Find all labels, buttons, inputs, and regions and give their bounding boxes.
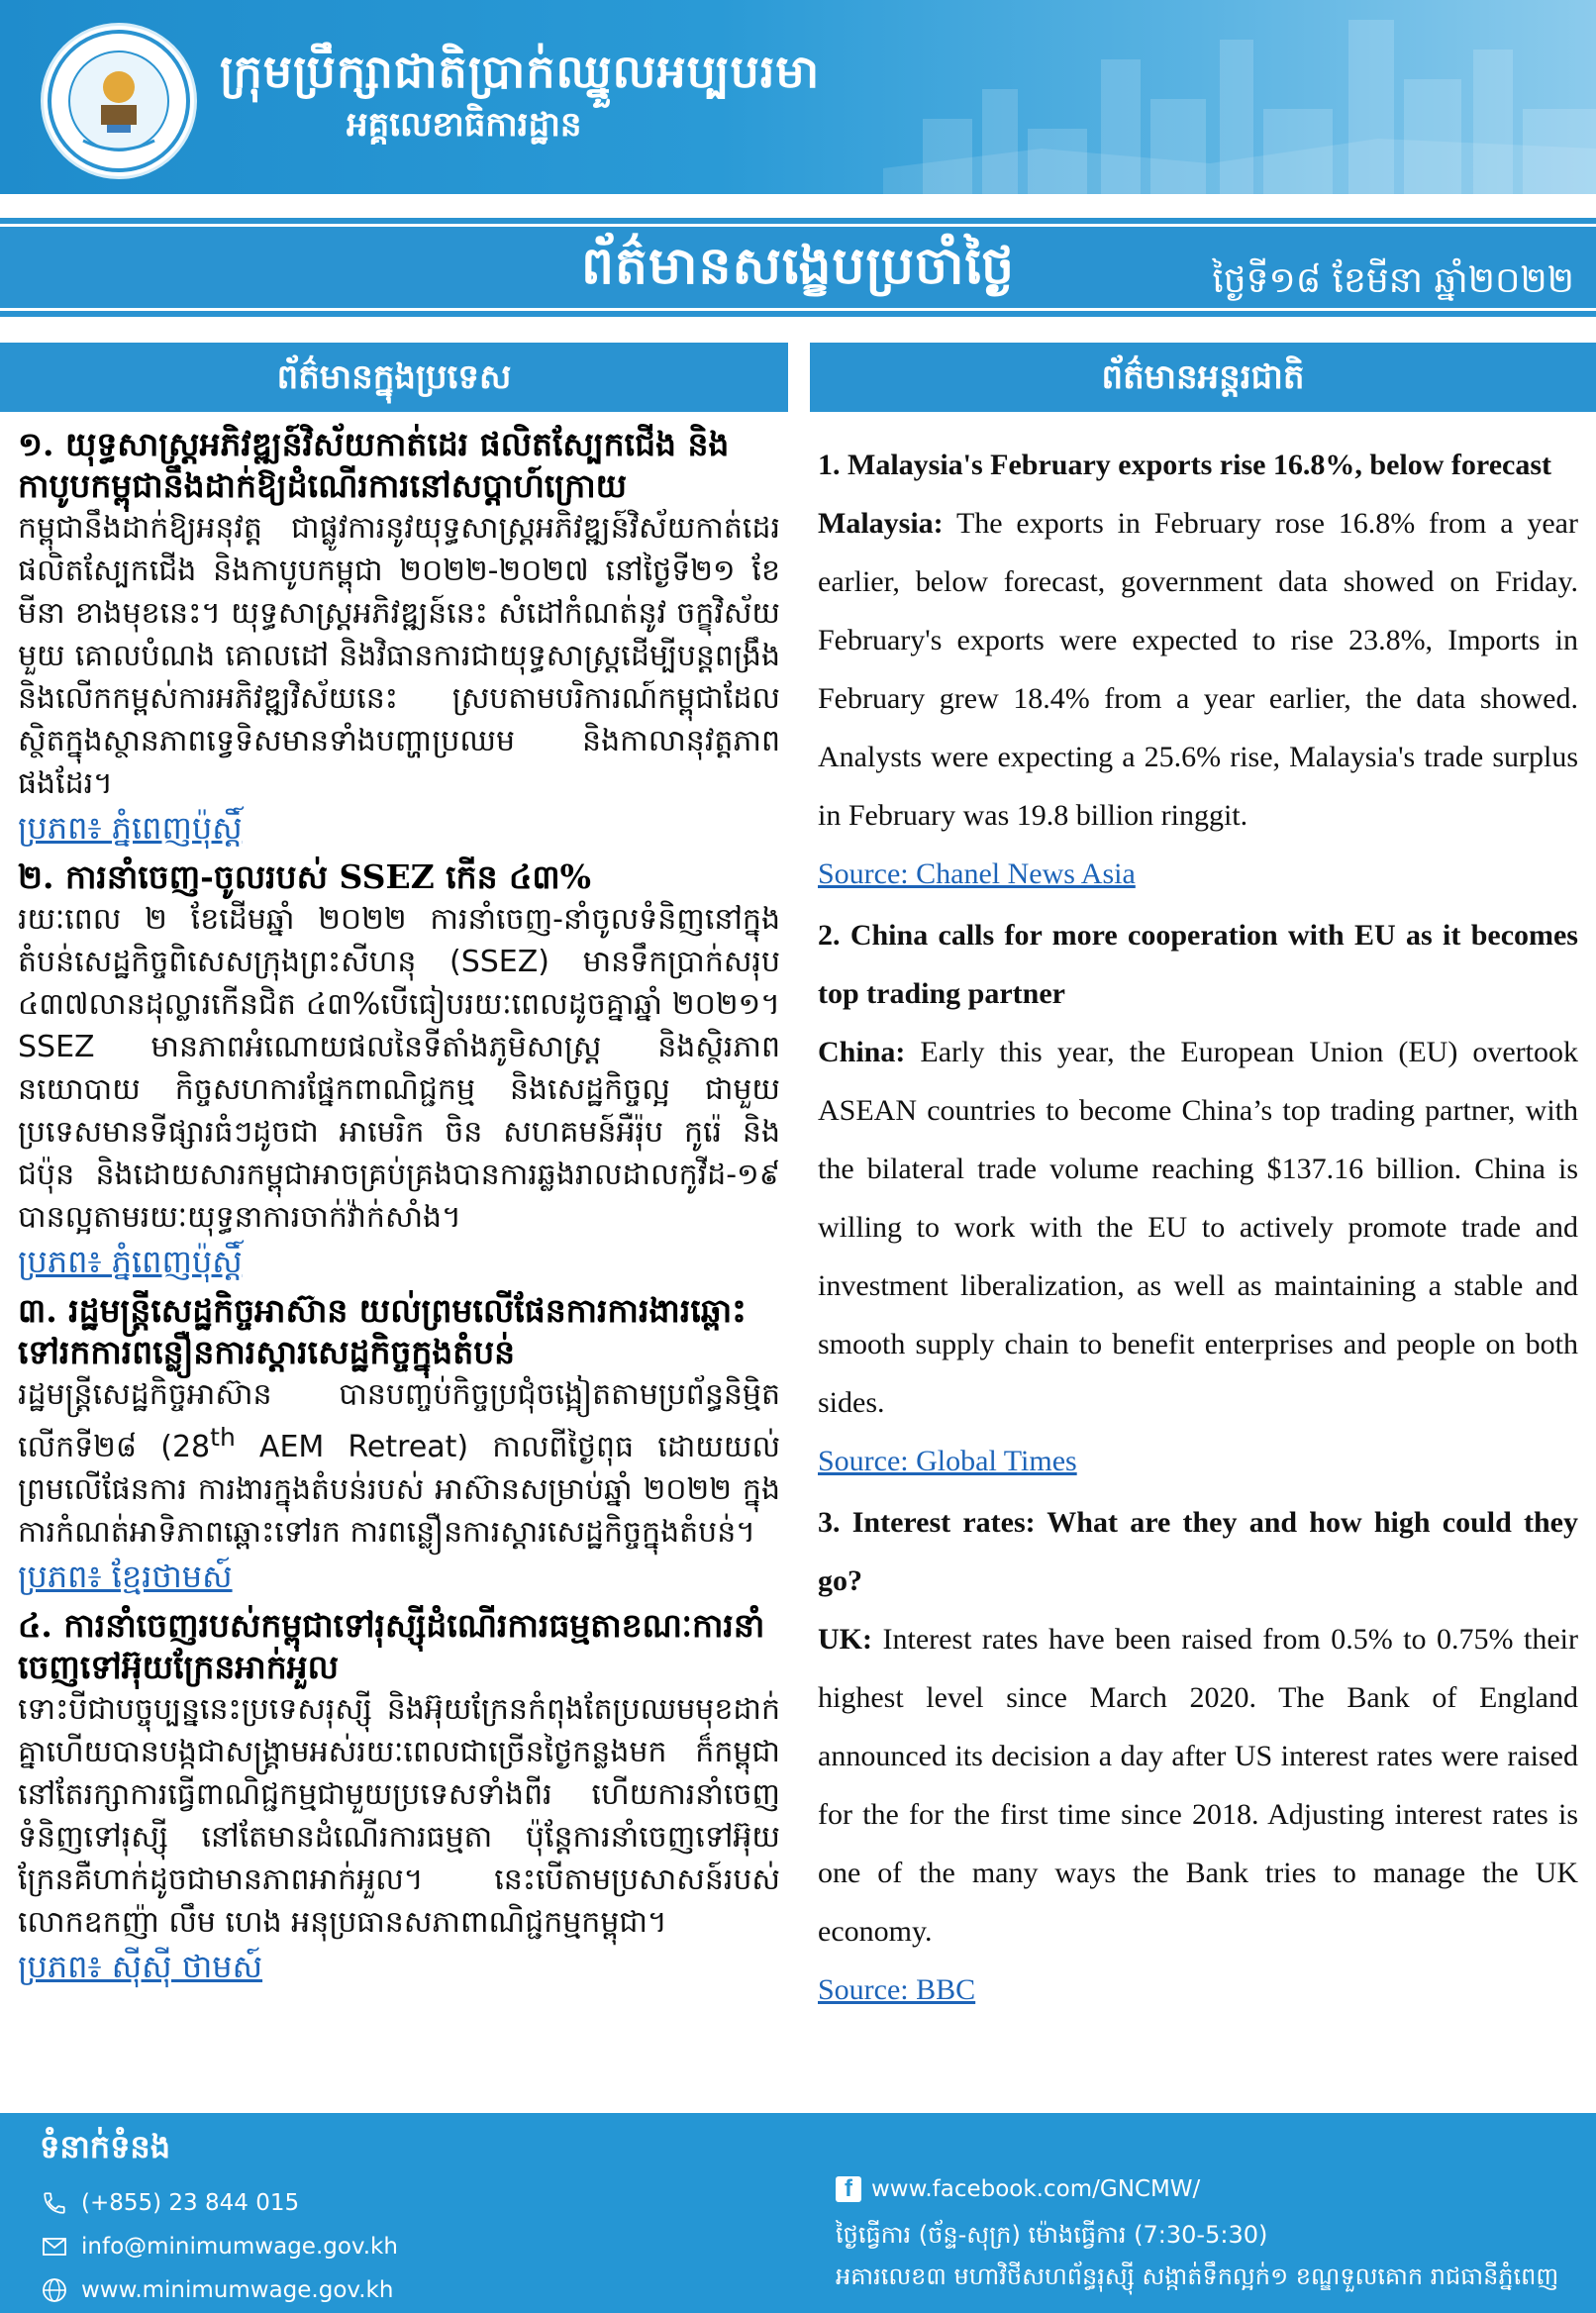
article-text: Interest rates have been raised from 0.5% to 0.75% their highest level since March 2020. The Bank of England announced its decision a day after US interest rates were raised for the for the first time since 2018. Adjusting interest rates is one of the many ways the Bank tries to manage the UK economy. (818, 1623, 1578, 1948)
article-title: 1. Malaysia's February exports rise 16.8%, below forecast (818, 449, 1551, 481)
website-url: www.minimumwage.gov.kh (81, 2277, 394, 2303)
banner-top-line (0, 224, 1596, 227)
office-address: អគារលេខ៣ មហាវិថីសហព័ន្ធរុស្ស៊ី សង្កាត់ទឹកល្អក់១ ខណ្ឌទួលគោក រាជធានីភ្នំពេញ (836, 2263, 1559, 2290)
international-news-heading: ព័ត៌មានអន្តរជាតិ (810, 343, 1596, 412)
article-country-lead: Malaysia: (818, 507, 944, 540)
email-row[interactable] (40, 2232, 398, 2262)
article-body (18, 1373, 780, 1554)
domestic-article (18, 1605, 780, 1989)
article-country-lead: China: (818, 1036, 906, 1068)
ministry-logo (44, 26, 194, 176)
phone-row[interactable] (40, 2188, 299, 2218)
globe-icon (40, 2275, 69, 2305)
article-body: ទោះបីជាបច្ចុប្បន្ននេះប្រទេសរុស្ស៊ី និងអ៊ុយក្រែនកំពុងតែប្រឈមមុខដាក់គ្នាហើយបានបង្កជាសង្គ្រាមអស់រយៈពេលជាច្រើនថ្ងៃកន្លងមក ក៏កម្ពុជានៅតែរក្សាការធ្វើពាណិជ្ជកម្មជាមួយប្រទេសទាំងពីរ ហើយការនាំចេញទំនិញទៅរុស្ស៊ី នៅតែមានដំណើរការធម្មតា ប៉ុន្តែការនាំចេញទៅអ៊ុយក្រែនគឺហាក់ដូចជាមានភាពអាក់អួល។ នេះបើតាមប្រសាសន៍របស់លោកឧកញ៉ា លឹម ហេង អនុប្រធានសភាពាណិជ្ជកម្មកម្ពុជា។ (18, 1692, 780, 1940)
article-title: 3. Interest rates: What are they and how high could they go? (818, 1506, 1578, 1597)
article-source-link[interactable]: ប្រភព៖ ខ្មែរថាមស៍ (18, 1558, 233, 1595)
domestic-article (18, 856, 780, 1284)
article-country-lead: UK: (818, 1623, 872, 1656)
article-source-link[interactable]: ប្រភព៖ ស៊ីស៊ី ថាមស៍ (18, 1948, 263, 1985)
article-title: ៣. រដ្ឋមន្ត្រីសេដ្ឋកិច្ចអាស៊ាន យល់ព្រមលើផែនការការងារឆ្ពោះទៅរកការពន្លឿនការស្តារសេដ្ឋកិច្ចក្នុងតំបន់ (18, 1291, 747, 1371)
article-source-link[interactable]: Source: Global Times (818, 1445, 1077, 1477)
organization-title: ក្រុមប្រឹក្សាជាតិប្រាក់ឈ្នួលអប្បបរមា (220, 45, 821, 98)
city-skyline-graphic (883, 0, 1596, 194)
domestic-article (18, 1290, 780, 1599)
article-title: ១. យុទ្ធសាស្ត្រអភិវឌ្ឍន៍វិស័យកាត់ដេរ ផលិតស្បែកជើង និងកាបូបកម្ពុជានឹងដាក់ឱ្យដំណើរការនៅសប្តាហ៍ក្រោយ (18, 425, 730, 505)
facebook-url: www.facebook.com/GNCMW/ (871, 2176, 1201, 2202)
header-banner (0, 0, 1596, 194)
domestic-article (18, 424, 780, 851)
article-body (818, 1610, 1578, 1961)
footer-contact-bar (0, 2113, 1596, 2313)
article-text: The exports in February rose 16.8% from a year earlier, below forecast, government data showed on Friday. February's exports were expected to rise 23.8%, Imports in February grew 18.4% from a year earlier, the data showed. Analysts were expecting a 25.6% rise, Malaysia's trade surplus in February was 19.8 billion ringgit. (818, 507, 1578, 832)
working-hours: ថ្ងៃធ្វើការ (ច័ន្ទ-សុក្រ) ម៉ោងធ្វើការ (7:30-5:30) (836, 2221, 1268, 2249)
article-text: Early this year, the European Union (EU) overtook ASEAN countries to become China’s top trading partner, with the bilateral trade volume reaching $137.16 billion. China is willing to work with the EU to actively promote trade and investment liberalization, as well as maintaining a stable and smooth supply chain to benefit enterprises and people on both sides. (818, 1036, 1578, 1419)
article-title: ៤. ការនាំចេញរបស់កម្ពុជាទៅរុស្ស៊ីដំណើរការធម្មតាខណៈការនាំចេញទៅអ៊ុយក្រែនអាក់អួល (18, 1606, 765, 1686)
website-row[interactable] (40, 2275, 393, 2305)
article-title: 2. China calls for more cooperation with EU as it becomes top trading partner (818, 919, 1578, 1010)
phone-number: (+855) 23 844 015 (81, 2190, 300, 2216)
international-news-column (818, 436, 1578, 2022)
article-body-end: AEM Retreat) កាលពីថ្ងៃពុធ ដោយយល់ព្រមលើផែនការ ការងារក្នុងតំបន់របស់ អាស៊ានសម្រាប់ឆ្នាំ ២០២២ ក្នុងការកំណត់អាទិភាពឆ្ពោះទៅរក ការពន្លឿនការស្តារសេដ្ឋកិច្ចក្នុងតំបន់។ (18, 1430, 781, 1550)
domestic-news-heading: ព័ត៌មានក្នុងប្រទេស (0, 343, 788, 412)
header-separator (0, 194, 1596, 218)
article-source-link[interactable]: ប្រភព៖ ភ្នំពេញប៉ុស្តិ៍ (18, 1243, 243, 1280)
article-source-link[interactable]: Source: Chanel News Asia (818, 857, 1136, 890)
international-article (818, 906, 1578, 1491)
email-icon (40, 2232, 69, 2262)
facebook-icon: f (836, 2176, 861, 2202)
international-article (818, 1493, 1578, 2020)
ordinal-suffix: th (210, 1423, 236, 1452)
domestic-news-column (18, 424, 780, 1995)
article-source-link[interactable]: Source: BBC (818, 1973, 976, 2006)
facebook-row[interactable] (836, 2176, 1200, 2202)
article-body: កម្ពុជានឹងដាក់ឱ្យអនុវត្ត ជាផ្លូវការនូវយុទ្ធសាស្ត្រអភិវឌ្ឍន៍វិស័យកាត់ដេរ ផលិតស្បែកជើង និងកាបូបកម្ពុជា ២០២២-២០២៧ នៅថ្ងៃទី២១ ខែមីនា ខាងមុខនេះ។ យុទ្ធសាស្ត្រអភិវឌ្ឍន៍នេះ សំដៅកំណត់នូវ ចក្ខុវិស័យមួយ គោលបំណង គោលដៅ និងវិធានការជាយុទ្ធសាស្ត្រដើម្បីបន្តពង្រឹងនិងលើកកម្ពស់ការអភិវឌ្ឍវិស័យនេះ ស្របតាមបរិការណ៍កម្ពុជាដែលស្ថិតក្នុងស្ថានភាពទ្វេទិសមានទាំងបញ្ហាប្រឈម និងកាលានុវត្តភាពផងដែរ។ (18, 511, 780, 801)
email-address: info@minimumwage.gov.kh (81, 2234, 398, 2260)
article-title: ២. ការនាំចេញ-ចូលរបស់ SSEZ កើន ៤៣% (18, 857, 591, 896)
article-body-start: រដ្ឋមន្ត្រីសេដ្ឋកិច្ចអាស៊ាន បានបញ្ចប់កិច្ចប្រជុំចង្អៀតតាមប្រព័ន្ធនិម្មិតលើកទី២៨ (28 (18, 1377, 780, 1464)
international-article (818, 436, 1578, 904)
article-body: រយៈពេល ២ ខែដើមឆ្នាំ ២០២២ ការនាំចេញ-នាំចូលទំនិញនៅក្នុងតំបន់សេដ្ឋកិច្ចពិសេសក្រុងព្រះសីហនុ (SSEZ) មានទឹកប្រាក់សរុប ៤៣៧លានដុល្លារកើនជិត ៤៣%បើធៀបរយៈពេលដូចគ្នាឆ្នាំ ២០២១។ SSEZ មានភាពអំណោយផលនៃទីតាំងភូមិសាស្ត្រ និងស្ថិរភាពនយោបាយ កិច្ចសហការផ្នែកពាណិជ្ជកម្ម និងសេដ្ឋកិច្ចល្អ ជាមួយប្រទេសមានទីផ្សារធំៗដូចជា អាមេរិក ចិន សហគមន៍អឺរ៉ុប កូរ៉េ និងជប៉ុន និងដោយសារកម្ពុជាអាចគ្រប់គ្រងបានការឆ្លងរាលដាលកូវីដ-១៩ បានល្អតាមរយៈយុទ្ធនាការចាក់វ៉ាក់សាំង។ (18, 902, 780, 1235)
phone-icon (40, 2188, 69, 2218)
title-banner (0, 218, 1596, 317)
issue-date: ថ្ងៃទី១៨ ខែមីនា ឆ្នាំ២០២២ (1212, 260, 1574, 301)
organization-subtitle: អគ្គលេខាធិការដ្ឋាន (347, 105, 582, 145)
article-body (818, 494, 1578, 845)
article-source-link[interactable]: ប្រភព៖ ភ្នំពេញប៉ុស្តិ៍ (18, 809, 243, 847)
contact-heading: ទំនាក់ទំនង (40, 2128, 171, 2165)
article-body (818, 1023, 1578, 1432)
newsletter-title: ព័ត៌មានសង្ខេបប្រចាំថ្ងៃ (580, 236, 1016, 296)
